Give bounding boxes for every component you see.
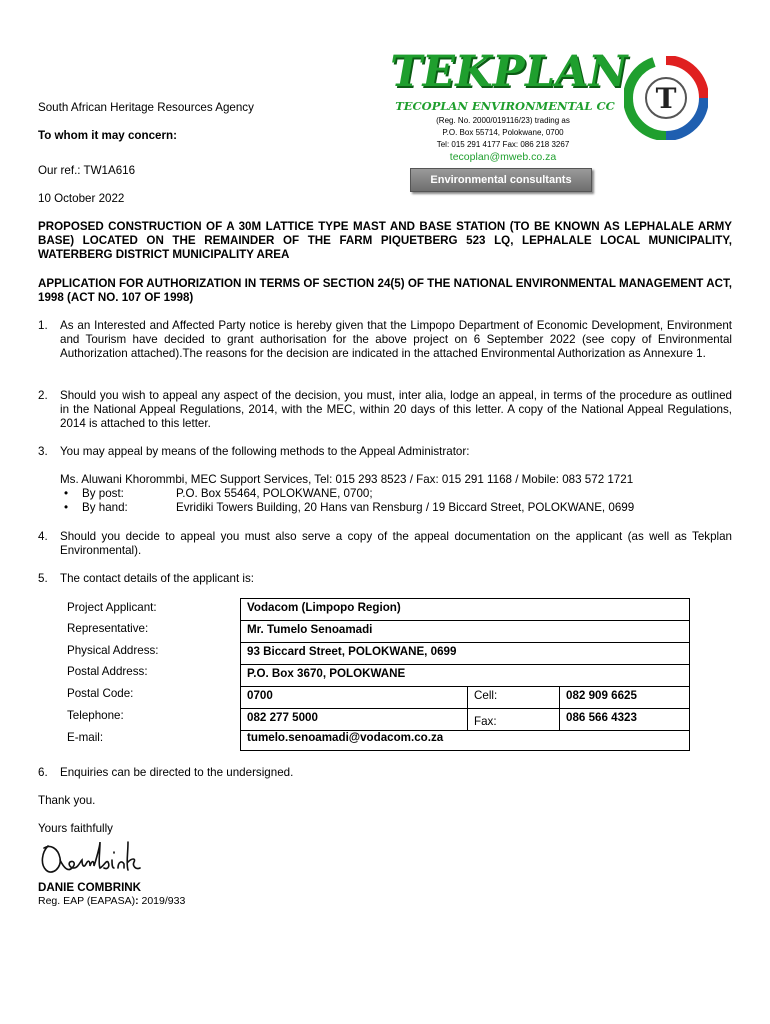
registration-colon: : — [135, 895, 139, 907]
environmental-consultants-badge: Environmental consultants — [410, 168, 592, 192]
appeal-administrator: Ms. Aluwani Khorommbi, MEC Support Services, Tel: 015 293 8523 / Fax: 015 291 1168 / Mobile: 083 572 1721 — [60, 473, 634, 486]
signatory-registration — [38, 895, 185, 907]
application-heading: APPLICATION FOR AUTHORIZATION IN TERMS OF SECTION 24(5) OF THE NATIONAL ENVIRONMENTAL MANAGEMENT ACT, 1998 (ACT NO. 107 OF 1998) — [38, 277, 732, 304]
contact-extra-label: Cell: — [467, 686, 560, 709]
registration-label: Reg. EAP (EAPASA) — [38, 895, 136, 907]
contact-extra-label: Fax: — [467, 708, 560, 731]
thank-you: Thank you. — [38, 794, 96, 807]
registration-line: (Reg. No. 2000/019116/23) trading as — [436, 116, 570, 125]
salutation: To whom it may concern: — [38, 129, 177, 142]
method-value: Evridiki Towers Building, 20 Hans van Rensburg / 19 Biccard Street, POLOKWANE, 0699 — [176, 501, 635, 514]
item-text: The contact details of the applicant is: — [60, 572, 254, 585]
contact-value: tumelo.senoamadi@vodacom.co.za — [240, 730, 690, 751]
item-number: 4. — [38, 530, 48, 543]
bullet-icon: • — [64, 501, 69, 514]
item-number: 3. — [38, 445, 48, 458]
item-text: Should you wish to appeal any aspect of the decision, you must, inter alia, lodge an appeal, in terms of the procedure as outlined in the National Appeal Regulations, 2014, with the MEC, within 20 days of this letter. A copy of the National Appeal Regulations, 2014 is attached to this letter. — [60, 389, 732, 430]
contact-label: Telephone: — [67, 709, 124, 722]
item-number: 2. — [38, 389, 48, 402]
bullet-icon: • — [64, 487, 69, 500]
contact-label: Project Applicant: — [67, 601, 157, 614]
contact-value: 0700 — [240, 686, 468, 709]
contact-value: 082 277 5000 — [240, 708, 468, 731]
item-number: 1. — [38, 319, 48, 332]
method-label: By post: — [82, 487, 124, 500]
method-value: P.O. Box 55464, POLOKWANE, 0700; — [176, 487, 373, 500]
contact-label: E-mail: — [67, 731, 104, 744]
yours-faithfully: Yours faithfully — [38, 822, 113, 835]
contact-label: Representative: — [67, 622, 149, 635]
contact-extra-value: 086 566 4323 — [559, 708, 690, 731]
recipient: South African Heritage Resources Agency — [38, 101, 254, 114]
letter-date: 10 October 2022 — [38, 192, 125, 205]
contact-extra-value: 082 909 6625 — [559, 686, 690, 709]
tekplan-emblem-icon — [624, 56, 708, 140]
registration-number: 2019/933 — [138, 895, 186, 907]
handwritten-signature — [38, 838, 142, 878]
contact-label: Postal Code: — [67, 687, 134, 700]
letterhead-email: tecoplan@mweb.co.za — [449, 151, 557, 163]
contact-label: Physical Address: — [67, 644, 159, 657]
item-text: Should you decide to appeal you must also serve a copy of the appeal documentation on the applicant (as well as Tekplan Environmental). — [60, 530, 732, 557]
item-text: Enquiries can be directed to the undersigned. — [60, 766, 294, 779]
signatory-name: DANIE COMBRINK — [38, 881, 142, 894]
item-text: You may appeal by means of the following methods to the Appeal Administrator: — [60, 445, 470, 458]
method-hand — [64, 501, 634, 515]
method-label: By hand: — [82, 501, 128, 514]
company-logo-wordmark: TEKPLAN — [385, 47, 632, 97]
letterhead-tel-fax: Tel: 015 291 4177 Fax: 086 218 3267 — [436, 140, 570, 149]
contact-value: Mr. Tumelo Senoamadi — [240, 620, 690, 643]
letterhead-po-box: P.O. Box 55714, Polokwane, 0700 — [442, 128, 564, 137]
item-text: As an Interested and Affected Party notice is hereby given that the Limpopo Department of Economic Development, Environment and Tourism have decided to grant authorisation for the above project on 6 September 2022 (see copy of Environmental Authorization attached).The reasons for the decision are indicated in the attached Environmental Authorization as Annexure 1. — [60, 319, 732, 360]
emblem-letter: T — [655, 82, 677, 115]
contact-label: Postal Address: — [67, 665, 148, 678]
item-number: 5. — [38, 572, 48, 585]
method-post — [64, 487, 373, 501]
contact-value: Vodacom (Limpopo Region) — [240, 598, 690, 621]
project-heading: PROPOSED CONSTRUCTION OF A 30M LATTICE TYPE MAST AND BASE STATION (TO BE KNOWN AS LEPHALALE ARMY BASE) LOCATED ON THE REMAINDER OF THE FARM PIQUETBERG 523 LQ, LEPHALALE LOCAL MUNICIPALITY, WATERBERG DISTRICT MUNICIPALITY AREA — [38, 220, 732, 261]
contact-value: P.O. Box 3670, POLOKWANE — [240, 664, 690, 687]
our-reference: Our ref.: TW1A616 — [38, 164, 136, 177]
trading-name: TECOPLAN ENVIRONMENTAL CC — [395, 99, 615, 113]
item-number: 6. — [38, 766, 48, 779]
contact-value: 93 Biccard Street, POLOKWANE, 0699 — [240, 642, 690, 665]
